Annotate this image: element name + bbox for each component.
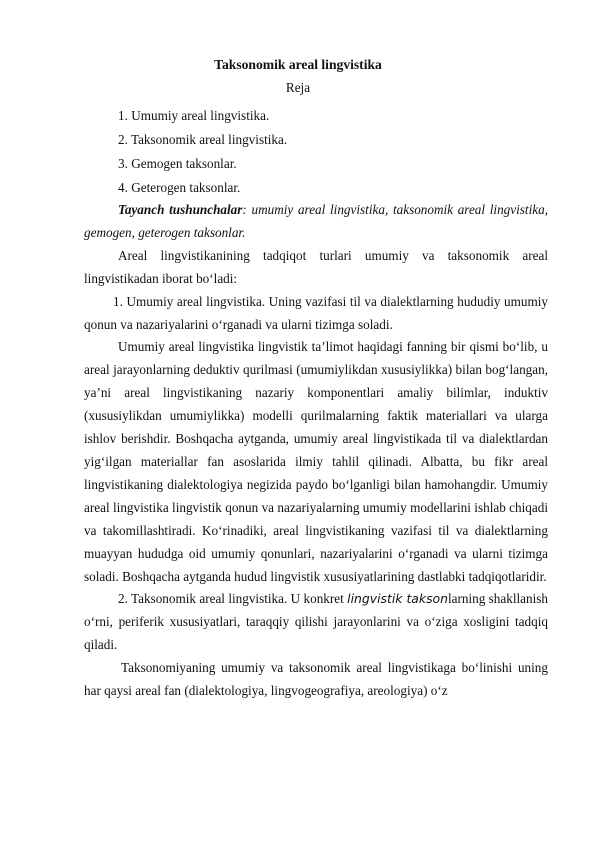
keywords-label: Tayanch tushunchalar xyxy=(118,202,243,217)
plan-item: 1. Umumiy areal lingvistika. xyxy=(118,108,270,123)
section-2-start: 2. Taksonomik areal lingvistika. U konkret xyxy=(118,591,348,607)
taxonomy-paragraph: Taksonomiyaning umumiy va taksonomik areal lingvistikaga bo‘linishi uning har qaysi areal fan (dialektologiya, lingvogeografiya, areologiya) o‘z xyxy=(84,660,548,699)
plan-list xyxy=(118,104,287,200)
section-2-paragraph xyxy=(84,588,548,657)
section-1-paragraph: 1. Umumiy areal lingvistika. Uning vazifasi til va dialektlarning hududiy umumiy qonun va nazariyalarini o‘rganadi va ularni tizimga soladi. xyxy=(84,293,548,332)
plan-item: 2. Taksonomik areal lingvistika. xyxy=(118,132,288,147)
keywords-text: : umumiy areal lingvistika, taksonomik areal lingvistika, gemogen, geterogen taksonlar. xyxy=(84,202,549,240)
intro-paragraph: Areal lingvistikanining tadqiqot turlari umumiy va taksonomik areal lingvistikadan iborat bo‘ladi: xyxy=(84,247,548,286)
general-linguistics-paragraph: Umumiy areal lingvistika lingvistik ta’limot haqidagi fanning bir qismi bo‘lib, u areal jarayonlarning deduktiv qurilmasi (umumiylikdan xususiylikka) bilan bog‘langan, ya’ni areal lingvistikaning nazariy komponentlari amaliy bilimlar, induktiv (xususiylikdan umumiylikka) modelli qurilmalarning faktik materiallari va ularga ishlov berishdir. Boshqacha aytganda, umumiy areal lingvistikada til va dialektlardan yig‘ilgan materiallar fan asoslarida ilmiy tahlil qilinadi. Albatta, bu fikr areal lingvistikaning dialektologiya negizida paydo bo‘lganligi bilan hamohangdir. Umumiy areal lingvistika lingvistik qonun va nazariyalarning umumiy modellarini ishlab chiqadi va takomillashtiradi. Ko‘rinadiki, areal lingvistikaning vazifasi til va dialektlarning muayyan hududga oid umumiy qonunlari, nazariyalarini o‘rganadi va ularni tizimga soladi. Boshqacha aytganda hudud lingvistik xususiyatlarining dastlabki tadqiqotlaridir. xyxy=(84,339,548,584)
plan-item: 3. Gemogen taksonlar. xyxy=(118,156,237,171)
plan-item: 4. Geterogen taksonlar. xyxy=(118,180,241,195)
document-body xyxy=(84,199,548,703)
section-2-italic-term: lingvistik takson xyxy=(347,591,448,607)
document-subtitle: Reja xyxy=(285,80,311,95)
section-2-end: larning shakllanish o‘rni, periferik xususiyatlari, taraqqiy qilishi jarayonlarini va o‘ziga xosligini tadqiq qiladi. xyxy=(84,591,549,653)
keywords-paragraph xyxy=(84,199,548,245)
document-title: Taksonomik areal lingvistika xyxy=(214,57,382,72)
